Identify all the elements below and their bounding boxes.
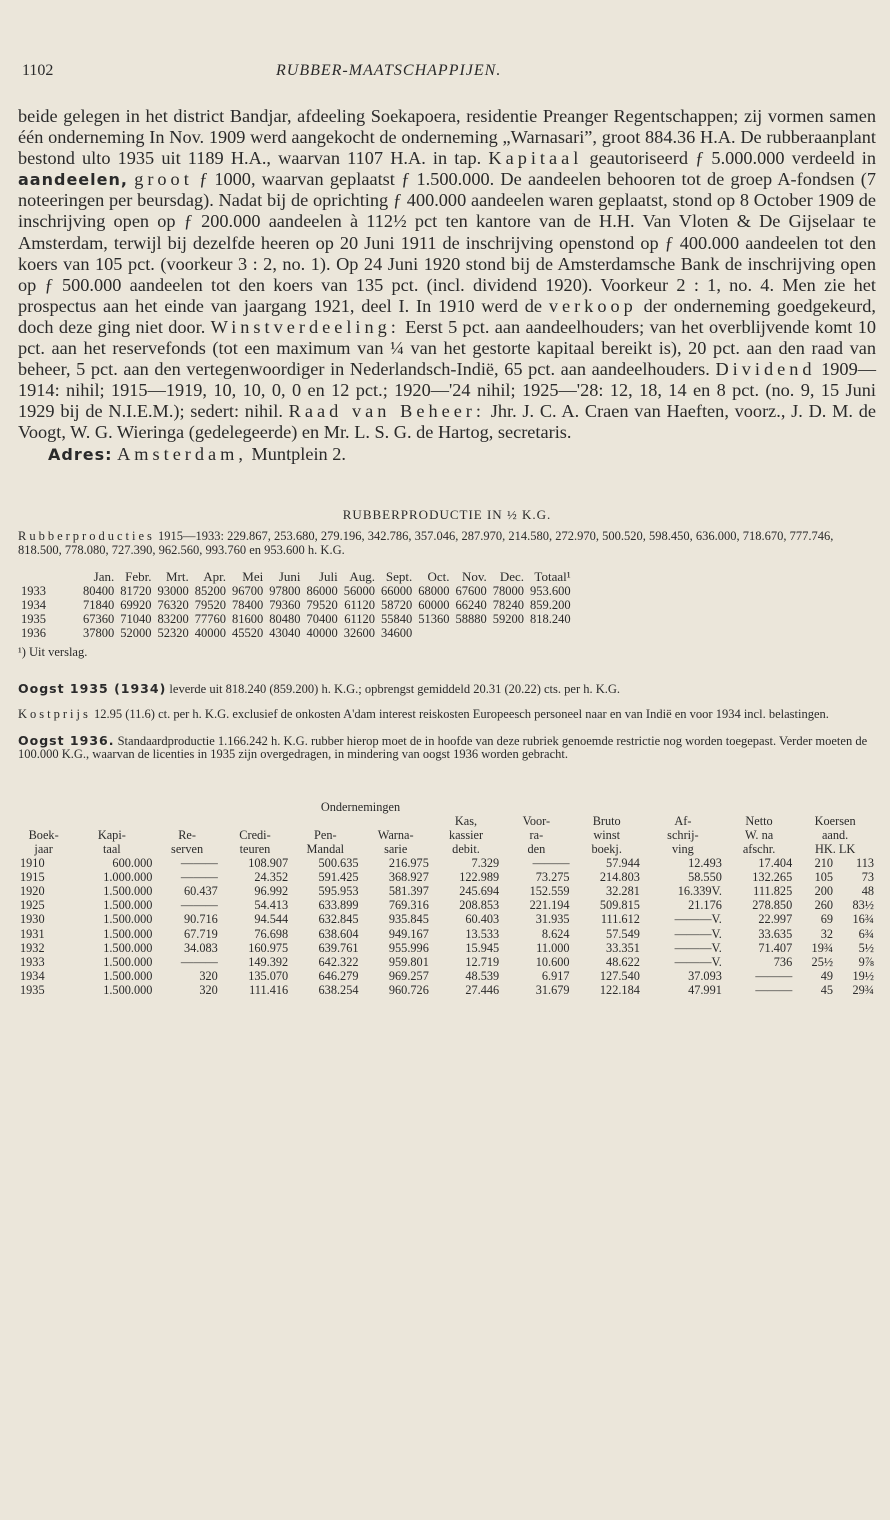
year-cell: 1933: [21, 583, 46, 598]
table-cell: 1.500.000: [103, 926, 153, 941]
table-cell: 1.000.000: [103, 869, 153, 884]
table-cell: 73.275: [535, 869, 570, 884]
table-cell: 43040: [269, 626, 301, 641]
oogst-1936-text: Standaardproductie 1.166.242 h. K.G. rubber hierop moet de in hoofde van deze rubriek genoemde restrictie nog worden toegepast. Verder moeten de 100.000 K.G., waarvan de licenties in 1935 zijn overgedragen, in mindering van oogst 1936 worden gebracht.: [18, 733, 868, 762]
table-cell: 278.850: [752, 898, 793, 913]
table-cell: [490, 626, 527, 640]
page-number: 1102: [22, 62, 54, 79]
table-cell: 51360: [418, 612, 450, 627]
month-header: Aug.: [349, 568, 375, 584]
text-emissions: ƒ 1000, waarvan geplaatst ƒ 1.500.000. De aandeelen behooren tot de groep A-fondsen (7 noteeringen per beursdag). Nadat bij de oprichting ƒ 400.000 aandeelen waren geplaatst, stond op 8 October 1909 de inschrijving open op ƒ 200.000 aandeelen à 112½ pct ten kantore van de H.H. Van Vloten & De Gijselaar te Amsterdam, terwijl bij dezelfde heeren op 20 Juni 1911 de inschrijving openstond op ƒ 400.000 aandeelen tot den koers van 105 pct. (voorkeur 3 : 2, no. 1). Op 24 Juni 1920 stond bij de Amsterdamsche Bank de inschrijving open op ƒ 500.000 aandeelen tot den koers van 135 pct. (incl. dividend 1920). Voorkeur 2 : 1, no. 4. Men zie het prospectus aan het einde van jaargang 1921, deel I. In 1910 werd de: [18, 169, 876, 316]
production-title: RUBBERPRODUCTIE IN ½ K.G.: [342, 506, 552, 522]
table-cell: 1920: [20, 884, 45, 899]
table-cell: 67.719: [183, 926, 218, 941]
table-cell: 221.194: [529, 898, 570, 913]
table-cell: 79520: [194, 598, 226, 612]
text-dividend: 1909—1914: nihil; 1915—1919, 10, 10, 0, 0 en 12 pct.; 1920—'24 nihil; 1925—'28: 12, 18, 14 en 8 pct. (no. 9, 15 Juni 1929 bij de N.I.E.M.); sedert: nihil.: [18, 359, 876, 422]
table-cell: ———V.: [674, 940, 722, 955]
table-cell: 32: [820, 926, 834, 941]
table-cell: 1930: [20, 912, 45, 927]
month-header: Jan.: [93, 568, 115, 584]
table-row: [18, 612, 574, 626]
table-cell: 81600: [232, 612, 264, 627]
table-cell: 149.392: [248, 955, 289, 970]
month-header: Febr.: [125, 568, 152, 584]
table-cell: 69920: [120, 598, 152, 612]
table-cell: 58880: [455, 612, 487, 627]
table-cell: 71840: [83, 598, 115, 612]
table-cell: 54.413: [254, 898, 289, 913]
table-cell: 1934: [20, 969, 45, 984]
table-cell: 152.559: [529, 884, 570, 899]
table-cell: 1935: [20, 983, 45, 998]
column-header: Kas, kassier debit.: [448, 813, 484, 856]
kapitaal-label: Kapitaal: [488, 148, 583, 169]
table-row: [18, 856, 876, 870]
table-cell: 5½: [858, 940, 874, 955]
table-cell: 45: [820, 983, 834, 998]
table-cell: ———: [755, 983, 793, 998]
table-cell: 122.989: [459, 869, 500, 884]
text-kapitaal: geautoriseerd ƒ 5.000.000 verdeeld in: [589, 148, 877, 169]
table-cell: 7.329: [471, 855, 500, 870]
table-cell: 935.845: [388, 912, 429, 927]
table-cell: ———V.: [674, 955, 722, 970]
rubberproducties-text: 1915—1933: 229.867, 253.680, 279.196, 342.786, 357.046, 287.970, 214.580, 272.970, 500.520, 598.450, 636.000, 718.670, 777.746, 818.500, 778.080, 727.390, 962.560, 993.760 en 953.600 h. K.G.: [18, 528, 834, 558]
month-header: Oct.: [427, 568, 450, 584]
table-cell: 57.944: [606, 855, 640, 870]
oogst-1935-text: leverde uit 818.240 (859.200) h. K.G.; opbrengst gemiddeld 20.31 (20.22) cts. per h. K.G.: [169, 681, 621, 696]
column-header: Netto W. na afschr.: [742, 813, 776, 856]
table-cell: ———V.: [674, 926, 722, 941]
kostprijs-text: 12.95 (11.6) ct. per h. K.G. exclusief de onkosten A'dam interest reiskosten Europeesch personeel naar en van Indië en voor 1934 incl. belastingen.: [93, 707, 829, 722]
table-row: [18, 983, 876, 997]
column-header: Kapi- taal: [97, 827, 126, 856]
table-cell: 97800: [269, 583, 301, 598]
table-cell: 1.500.000: [103, 884, 153, 899]
table-cell: 60.403: [465, 912, 500, 927]
table-cell: 1915: [20, 869, 45, 884]
table-cell: 245.694: [459, 884, 500, 899]
table-cell: 60.437: [183, 884, 218, 899]
table-cell: 61120: [344, 612, 375, 627]
table-cell: 48: [861, 884, 874, 899]
table-cell: 57.549: [606, 926, 640, 941]
table-cell: 61120: [344, 598, 375, 612]
table-cell: 59200: [492, 612, 524, 627]
table-cell: 32.281: [606, 884, 640, 899]
table-cell: 11.000: [536, 940, 570, 955]
rubberproducties-label: Rubberproducties: [18, 528, 155, 543]
table-cell: 21.176: [688, 898, 722, 913]
table-cell: 80480: [269, 612, 301, 627]
table-cell: 58.550: [688, 869, 722, 884]
winstverdeeling-label: Winstverdeeling:: [210, 316, 400, 337]
table-cell: ———: [180, 898, 218, 913]
table-cell: 969.257: [388, 969, 429, 984]
table-cell: 632.845: [318, 912, 359, 927]
table-cell: 40000: [194, 626, 226, 641]
table-cell: 29¾: [852, 983, 874, 998]
table-cell: 73: [861, 869, 874, 884]
table-cell: 368.927: [388, 869, 429, 884]
text-winstverdeeling: Eerst 5 pct. aan aandeelhouders; van het overblijvende komt 10 pct. aan het reservefonds (tot een maximum van ¼ van het gestorte kapitaal bereikt is), 20 pct. aan den raad van beheer, 5 pct. aan den vertegenwoordiger in Nederlandsch-Indië, 65 pct. aan aandeelhouders.: [18, 316, 876, 380]
address-line: [18, 444, 876, 465]
table-cell: 37.093: [688, 969, 722, 984]
column-header: Boek- jaar: [28, 827, 59, 856]
table-cell: 19½: [852, 969, 874, 984]
table-row: [18, 870, 876, 884]
table-cell: 49: [820, 969, 834, 984]
table-row: [18, 884, 876, 898]
oogst-1935-label: Oogst 1935 (1934): [18, 680, 167, 696]
table-cell: [527, 626, 574, 640]
table-cell: 31.935: [535, 912, 570, 927]
table-cell: 769.316: [388, 898, 429, 913]
table-cell: 122.184: [599, 983, 640, 998]
table-row: [18, 941, 876, 955]
table-cell: 1925: [20, 898, 45, 913]
column-header: Af- schrij- ving: [667, 813, 699, 856]
table-cell: 78000: [492, 583, 524, 598]
raad-label: Raad van Beheer:: [288, 401, 485, 422]
table-cell: 214.803: [599, 869, 640, 884]
table-cell: 66000: [381, 583, 413, 598]
table-cell: 108.907: [248, 855, 289, 870]
table-cell: 48.539: [465, 969, 500, 984]
table-cell: 111.612: [600, 912, 640, 927]
table-cell: 32600: [343, 626, 375, 641]
table-cell: 37800: [83, 626, 115, 641]
table-cell: 955.996: [388, 940, 429, 955]
table-cell: 13.533: [465, 926, 500, 941]
table-cell: 500.635: [318, 855, 359, 870]
table-cell: 66240: [455, 598, 487, 612]
table-cell: 216.975: [388, 855, 429, 870]
ondernemingen-header: Ondernemingen: [320, 799, 401, 814]
table-cell: 71.407: [758, 940, 793, 955]
table-cell: 818.240: [530, 612, 571, 627]
footnote: ¹) Uit verslag.: [18, 644, 88, 659]
month-header: Juni: [278, 568, 301, 584]
text-intro: beide gelegen in het district Bandjar, afdeeling Soekapoera, residentie Preanger Regentschappen; zij vormen samen één onderneming In Nov. 1909 werd aangekocht de onderneming „Warnasari”, groot 884.36 H.A. De rubberaanplant bestond ulto 1935 uit 1189 H.A., waarvan 1107 H.A. in tap.: [18, 106, 876, 169]
table-cell: 600.000: [112, 855, 153, 870]
aandeelen-label: aandeelen,: [18, 170, 128, 190]
table-cell: 33.351: [606, 940, 640, 955]
table-cell: 10.600: [535, 955, 570, 970]
table-cell: 638.604: [318, 926, 359, 941]
table-cell: 8.624: [541, 926, 570, 941]
table-cell: 96700: [232, 583, 264, 598]
table-cell: 12.493: [688, 855, 722, 870]
table-cell: 67360: [83, 612, 115, 627]
monthly-header-row: [18, 570, 574, 584]
table-cell: 27.446: [465, 983, 500, 998]
table-cell: 200: [814, 884, 834, 899]
table-cell: 959.801: [388, 955, 429, 970]
table-cell: 639.761: [318, 940, 359, 955]
oogst-1936-note: [18, 734, 876, 762]
table-cell: 9⅞: [858, 955, 874, 970]
table-cell: 45520: [232, 626, 264, 641]
column-header: Warna- sarie: [377, 827, 414, 856]
table-cell: 646.279: [318, 969, 359, 984]
table-cell: 1.500.000: [103, 969, 153, 984]
table-cell: [415, 626, 452, 640]
table-cell: 113: [856, 855, 874, 870]
table-cell: 595.953: [318, 884, 359, 899]
table-cell: 68000: [418, 583, 450, 598]
groot-label: groot: [134, 169, 193, 190]
table-cell: 22.997: [758, 912, 793, 927]
table-cell: 78400: [232, 598, 264, 612]
table-row: [18, 626, 574, 640]
table-cell: 31.679: [535, 983, 570, 998]
financial-group-header-row: [18, 800, 876, 814]
table-cell: 55840: [381, 612, 413, 627]
table-cell: 509.815: [599, 898, 640, 913]
monthly-production-table: [18, 570, 574, 641]
text-verkoop: der onderneming goedgekeurd, doch deze ging niet door.: [18, 295, 876, 337]
table-cell: 52320: [157, 626, 189, 641]
table-cell: 48.622: [606, 955, 640, 970]
table-cell: 17.404: [758, 855, 793, 870]
table-cell: 86000: [306, 583, 338, 598]
table-cell: ———: [180, 955, 218, 970]
year-cell: 1936: [21, 626, 46, 641]
table-cell: 25½: [811, 955, 834, 970]
kostprijs-label: Kostprijs: [18, 707, 91, 722]
column-header: Pen- Mandal: [306, 827, 345, 856]
table-cell: 633.899: [318, 898, 359, 913]
table-row: [18, 898, 876, 912]
table-cell: 127.540: [599, 969, 640, 984]
oogst-1935-note: [18, 682, 876, 697]
table-cell: 76320: [157, 598, 189, 612]
table-cell: 83200: [157, 612, 189, 627]
running-title: RUBBER-MAATSCHAPPIJEN.: [276, 62, 502, 79]
adres-label: Adres:: [48, 444, 113, 464]
column-header: Credi- teuren: [239, 827, 271, 856]
table-cell: 6¾: [858, 926, 874, 941]
table-cell: 1931: [20, 926, 45, 941]
table-row: [18, 955, 876, 969]
table-cell: 81720: [120, 583, 152, 598]
adres-street: Muntplein 2.: [251, 443, 346, 464]
financial-table: [18, 800, 876, 998]
table-cell: 1933: [20, 955, 45, 970]
table-cell: 260: [814, 898, 834, 913]
table-cell: 1.500.000: [103, 940, 153, 955]
table-cell: 160.975: [248, 940, 289, 955]
table-cell: 71040: [120, 612, 152, 627]
adres-city: Amsterdam,: [117, 443, 247, 464]
table-cell: ———: [180, 869, 218, 884]
table-cell: 960.726: [388, 983, 429, 998]
table-cell: ———V.: [674, 912, 722, 927]
month-header: Apr.: [203, 568, 226, 584]
table-cell: 80400: [83, 583, 115, 598]
table-cell: 642.322: [318, 955, 359, 970]
table-row: [18, 584, 574, 598]
month-header: Mrt.: [166, 568, 189, 584]
table-cell: 15.945: [465, 940, 500, 955]
table-row: [18, 969, 876, 983]
table-cell: 320: [199, 969, 218, 984]
table-cell: 76.698: [254, 926, 289, 941]
table-row: [18, 927, 876, 941]
year-header: [18, 570, 80, 584]
table-cell: 111.416: [249, 983, 289, 998]
table-cell: 1.500.000: [103, 898, 153, 913]
month-header: Totaal¹: [534, 568, 571, 584]
table-cell: 56000: [343, 583, 375, 598]
table-cell: 1932: [20, 940, 45, 955]
company-description: [18, 106, 876, 465]
table-cell: 953.600: [530, 583, 571, 598]
table-cell: 591.425: [318, 869, 359, 884]
table-cell: 94.544: [254, 912, 289, 927]
table-cell: 132.265: [752, 869, 793, 884]
dividend-label: Dividend: [715, 359, 816, 380]
table-cell: 70400: [306, 612, 338, 627]
verkoop-label: verkoop: [548, 295, 637, 316]
table-cell: 1.500.000: [103, 983, 153, 998]
table-cell: 638.254: [318, 983, 359, 998]
table-cell: 78240: [492, 598, 524, 612]
production-summary: [18, 529, 876, 558]
table-cell: 67600: [455, 583, 487, 598]
table-cell: 33.635: [758, 926, 793, 941]
table-cell: 859.200: [530, 598, 571, 612]
table-cell: 79520: [306, 598, 338, 612]
table-cell: 34.083: [183, 940, 218, 955]
table-cell: 69: [820, 912, 834, 927]
table-row: [18, 912, 876, 926]
month-header: Nov.: [461, 568, 487, 584]
year-cell: 1934: [21, 598, 46, 612]
oogst-1936-label: Oogst 1936.: [18, 732, 115, 748]
table-cell: 40000: [306, 626, 338, 641]
description-paragraph: [18, 106, 876, 444]
table-cell: 105: [814, 869, 834, 884]
table-row: [18, 598, 574, 612]
table-cell: 6.917: [541, 969, 570, 984]
financial-header-row: [18, 814, 876, 856]
table-cell: 12.719: [465, 955, 500, 970]
table-cell: 47.991: [688, 983, 722, 998]
table-cell: 210: [814, 855, 834, 870]
table-cell: 320: [199, 983, 218, 998]
table-cell: 736: [773, 955, 793, 970]
table-cell: 581.397: [388, 884, 429, 899]
table-cell: 93000: [157, 583, 189, 598]
table-cell: 16.339V.: [677, 884, 722, 899]
table-cell: 19¾: [811, 940, 834, 955]
page: [18, 52, 876, 998]
kostprijs-note: [18, 708, 876, 722]
column-header: Koersen aand. HK. LK: [814, 813, 856, 856]
table-cell: 52000: [120, 626, 152, 641]
notes: [18, 682, 876, 762]
table-cell: 16¾: [852, 912, 874, 927]
month-header: Juli: [318, 568, 338, 584]
table-cell: 1910: [20, 855, 45, 870]
table-cell: 58720: [381, 598, 413, 612]
table-cell: 111.825: [753, 884, 793, 899]
table-cell: 949.167: [388, 926, 429, 941]
table-cell: 34600: [381, 626, 413, 641]
table-cell: 1.500.000: [103, 955, 153, 970]
table-cell: ———: [180, 855, 218, 870]
table-cell: 1.500.000: [103, 912, 153, 927]
month-header: Sept.: [385, 568, 413, 584]
year-cell: 1935: [21, 612, 46, 627]
column-header: Re- serven: [171, 827, 204, 856]
table-cell: 208.853: [459, 898, 500, 913]
column-header: Voor- ra- den: [522, 813, 551, 856]
table-cell: 83½: [852, 898, 874, 913]
table-cell: 60000: [418, 598, 450, 612]
text-raad: Jhr. J. C. A. Craen van Haeften, voorz., J. D. M. de Voogt, W. G. Wieringa (gedelegeerde) en Mr. L. S. G. de Hartog, secretaris.: [18, 401, 876, 443]
column-header: Bruto winst boekj.: [591, 813, 622, 856]
page-header: [18, 52, 876, 82]
month-header: Mei: [242, 568, 264, 584]
table-cell: 79360: [269, 598, 301, 612]
table-cell: 90.716: [183, 912, 218, 927]
table-cell: 135.070: [248, 969, 289, 984]
table-cell: 96.992: [254, 884, 289, 899]
table-cell: 85200: [194, 583, 226, 598]
table-cell: [453, 626, 490, 640]
table-cell: 77760: [194, 612, 226, 627]
table-cell: 24.352: [254, 869, 289, 884]
table-cell: ———: [532, 855, 570, 870]
month-header: Dec.: [499, 568, 524, 584]
table-cell: ———: [755, 969, 793, 984]
